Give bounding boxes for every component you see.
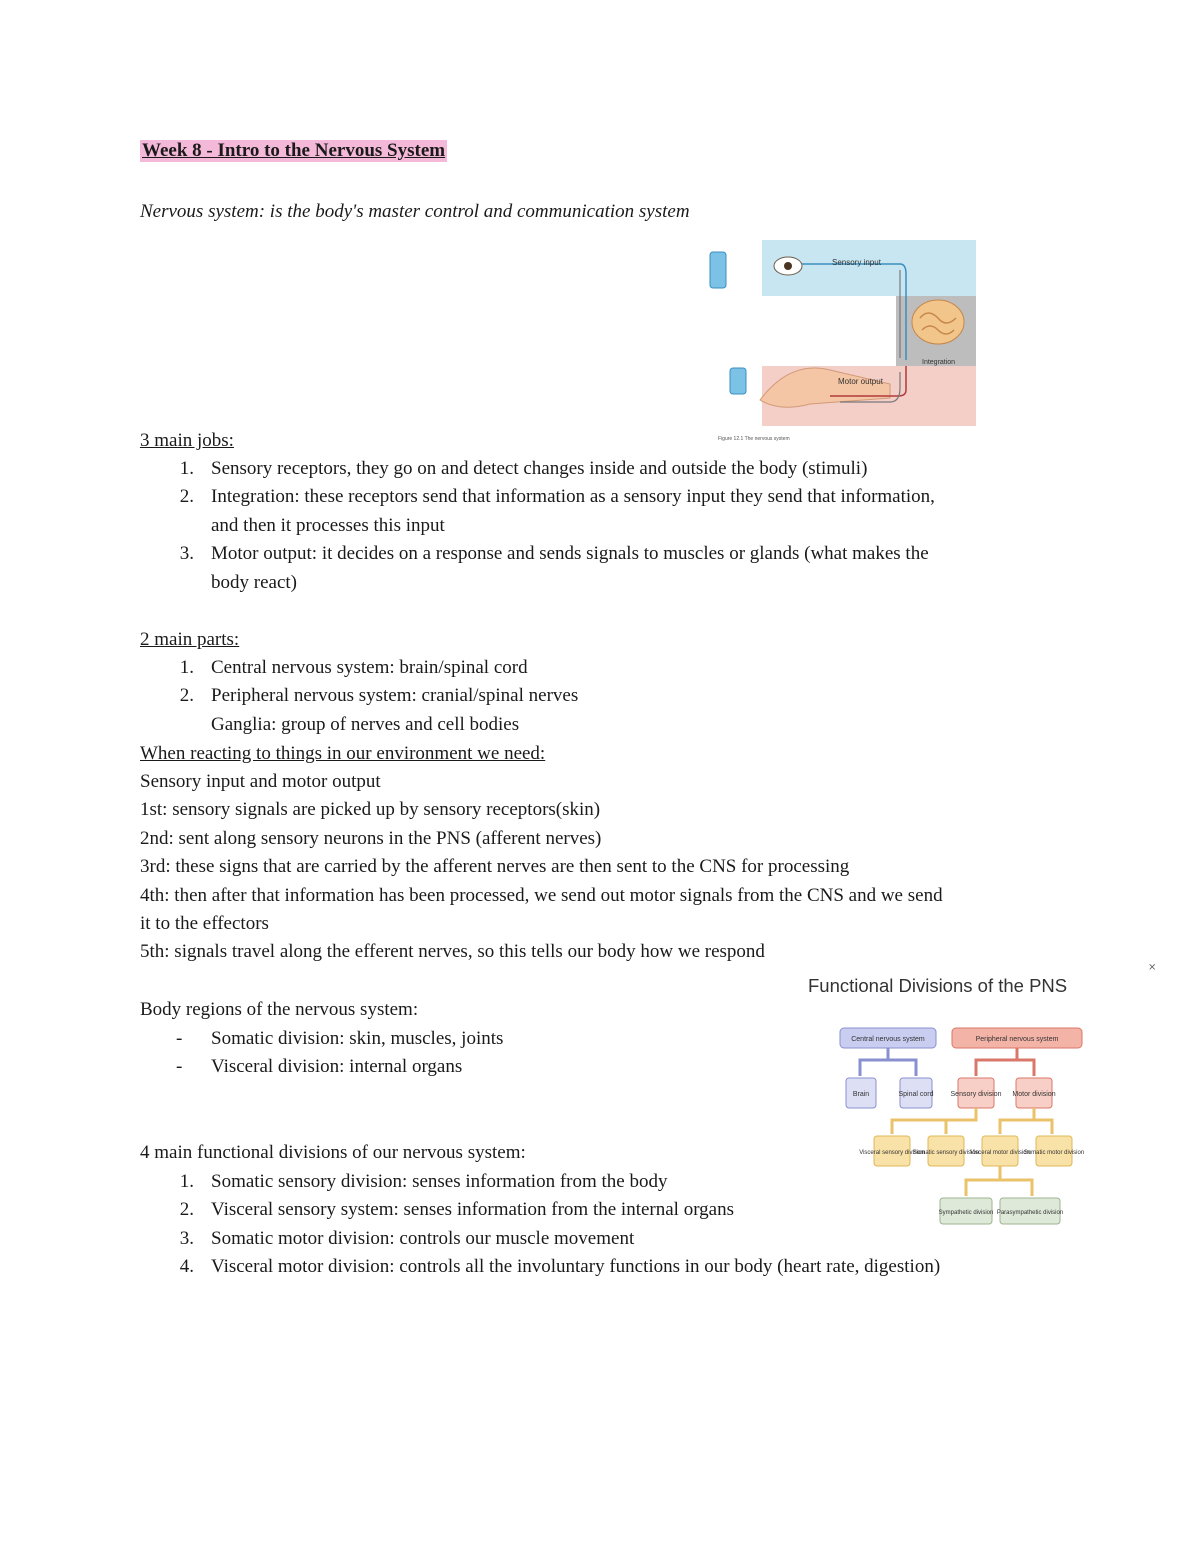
somatic-motor-label: Somatic motor division: [1023, 1150, 1085, 1156]
glass-in-hand-icon: [730, 368, 746, 394]
reacting-step-line: 2nd: sent along sensory neurons in the PNS (afferent nerves): [140, 827, 602, 849]
list-number: 3.: [179, 1227, 194, 1249]
job-item-text: Integration: these receptors send that information as a sensory input they send that information,: [211, 486, 935, 508]
reacting-step-line: 1st: sensory signals are picked up by sensory receptors(skin): [140, 799, 601, 821]
nervous-system-definition: Nervous system: is the body's master control and communication system: [140, 201, 690, 222]
glass-icon: [710, 252, 726, 288]
reacting-step-line: Sensory input and motor output: [140, 771, 381, 792]
brain-box-label: Brain: [852, 1091, 870, 1098]
parasympathetic-label: Parasympathetic division: [996, 1210, 1064, 1216]
list-number: 4.: [179, 1256, 194, 1278]
page-title: Week 8 - Intro to the Nervous System: [142, 140, 446, 161]
list-number: 2.: [179, 685, 194, 707]
reacting-step-line: 5th: signals travel along the efferent nerves, so this tells our body how we respond: [140, 941, 765, 963]
list-number: 2.: [179, 1199, 194, 1221]
reflex-diagram-figure: [700, 240, 978, 445]
regions-heading: Body regions of the nervous system:: [140, 999, 419, 1020]
job-item-text: body react): [211, 571, 297, 593]
job-item-text: and then it processes this input: [211, 514, 445, 536]
spinal-cord-box-label: Spinal cord: [898, 1091, 934, 1098]
job-item-text: Motor output: it decides on a response and sends signals to muscles or glands (what makes the: [211, 543, 929, 565]
pns-divisions-figure: [800, 970, 1110, 1235]
reacting-step-line: 3rd: these signs that are carried by the afferent nerves are then sent to the CNS for processing: [140, 856, 850, 878]
parts-heading: 2 main parts:: [140, 629, 240, 650]
divisions-heading: 4 main functional divisions of our nervous system:: [140, 1142, 526, 1163]
part-item-text: Central nervous system: brain/spinal cord: [211, 657, 528, 678]
division-item-text: Visceral motor division: controls all the involuntary functions in our body (heart rate, digestion): [211, 1256, 941, 1278]
motor-division-label: Motor division: [1012, 1091, 1056, 1098]
division-item-text: Somatic sensory division: senses information from the body: [211, 1171, 668, 1192]
visceral-sensory-label: Visceral sensory division: [859, 1150, 925, 1156]
division-item-text: Visceral sensory system: senses information from the internal organs: [211, 1199, 735, 1221]
list-number: 2.: [179, 486, 194, 508]
reacting-step-line: 4th: then after that information has been processed, we send out motor signals from the CNS and we send: [140, 884, 943, 906]
region-item-text: Visceral division: internal organs: [211, 1056, 463, 1078]
pns-box-label: Peripheral nervous system: [975, 1036, 1059, 1043]
list-bullet: -: [176, 1028, 183, 1049]
jobs-heading: 3 main jobs:: [140, 430, 234, 451]
job-item-text: Sensory receptors, they go on and detect changes inside and outside the body (stimuli): [211, 458, 868, 479]
figure1-caption: Figure 12.1 The nervous system: [718, 436, 790, 442]
sensory-input-label: Sensory input: [832, 258, 881, 267]
reacting-step-line: it to the effectors: [140, 913, 269, 934]
sensory-division-label: Sensory division: [950, 1091, 1002, 1098]
ganglia-note: Ganglia: group of nerves and cell bodies: [211, 714, 520, 735]
integration-label: Integration: [922, 359, 956, 366]
list-number: 1.: [179, 1171, 194, 1192]
visceral-motor-label: Visceral motor division: [970, 1150, 1030, 1156]
region-item-text: Somatic division: skin, muscles, joints: [211, 1028, 504, 1049]
cns-box-label: Central nervous system: [851, 1036, 925, 1043]
motor-output-label: Motor output: [838, 377, 883, 386]
reacting-heading: When reacting to things in our environment we need:: [140, 743, 546, 764]
list-bullet: -: [176, 1056, 183, 1078]
division-item-text: Somatic motor division: controls our muscle movement: [211, 1227, 635, 1249]
sympathetic-label: Sympathetic division: [938, 1210, 994, 1216]
stray-mark: ⨯: [1148, 962, 1157, 973]
brain-icon: [912, 300, 964, 344]
list-number: 3.: [179, 543, 194, 565]
list-number: 1.: [179, 458, 194, 479]
pns-figure-title: Functional Divisions of the PNS: [808, 975, 1068, 996]
somatic-sensory-label: Somatic sensory division: [912, 1150, 980, 1156]
list-number: 1.: [179, 657, 194, 678]
part-item-text: Peripheral nervous system: cranial/spinal nerves: [211, 685, 579, 707]
